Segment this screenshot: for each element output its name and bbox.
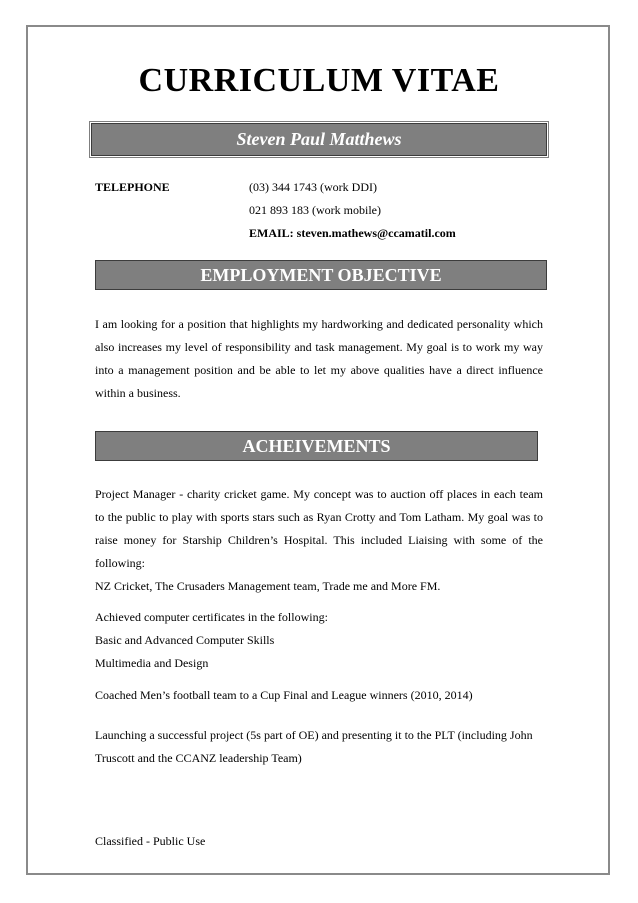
achievement-5s-project: Launching a successful project (5s part of OE) and presenting it to the PLT (including John Truscott and the CCANZ leadership Team) [95,728,533,765]
certificate-multimedia: Multimedia and Design [95,656,209,670]
objective-text: I am looking for a position that highlights my hardworking and dedicated personality which also increases my level of responsibility and task management. My goal is to work my way into a management position and be able to let my above qualities have a direct influence within a business. [95,317,543,400]
objective-heading-banner [95,260,547,290]
achievement-cricket-partners: NZ Cricket, The Crusaders Management team, Trade me and More FM. [95,579,441,593]
certificates-intro: Achieved computer certificates in the following: [95,610,328,624]
objective-heading: EMPLOYMENT OBJECTIVE [200,265,442,285]
certificate-computer-skills: Basic and Advanced Computer Skills [95,633,275,647]
classification-footer: Classified - Public Use [95,834,206,848]
telephone-label: TELEPHONE [95,180,170,194]
achievement-cricket [95,483,543,598]
achievements-heading: ACHEIVEMENTS [242,436,391,456]
achievement-cricket-text: Project Manager - charity cricket game. My concept was to auction off places in each team to the public to play with sports stars such as Ryan Crotty and Tom Latham. My goal was to raise money for Starship Children’s Hospital. This included Liaising with some of the following: [95,487,543,570]
achievement-certificates [95,606,545,675]
email-line: EMAIL: steven.mathews@ccamatil.com [249,226,456,240]
achievements-heading-banner [95,431,538,461]
document-title: CURRICULUM VITAE [138,62,500,99]
phone-work-mobile: 021 893 183 (work mobile) [249,203,381,217]
candidate-name: Steven Paul Matthews [236,129,402,149]
achievement-football: Coached Men’s football team to a Cup Final and League winners (2010, 2014) [95,688,473,702]
name-banner [91,123,547,156]
phone-work-ddi: (03) 344 1743 (work DDI) [249,180,377,194]
